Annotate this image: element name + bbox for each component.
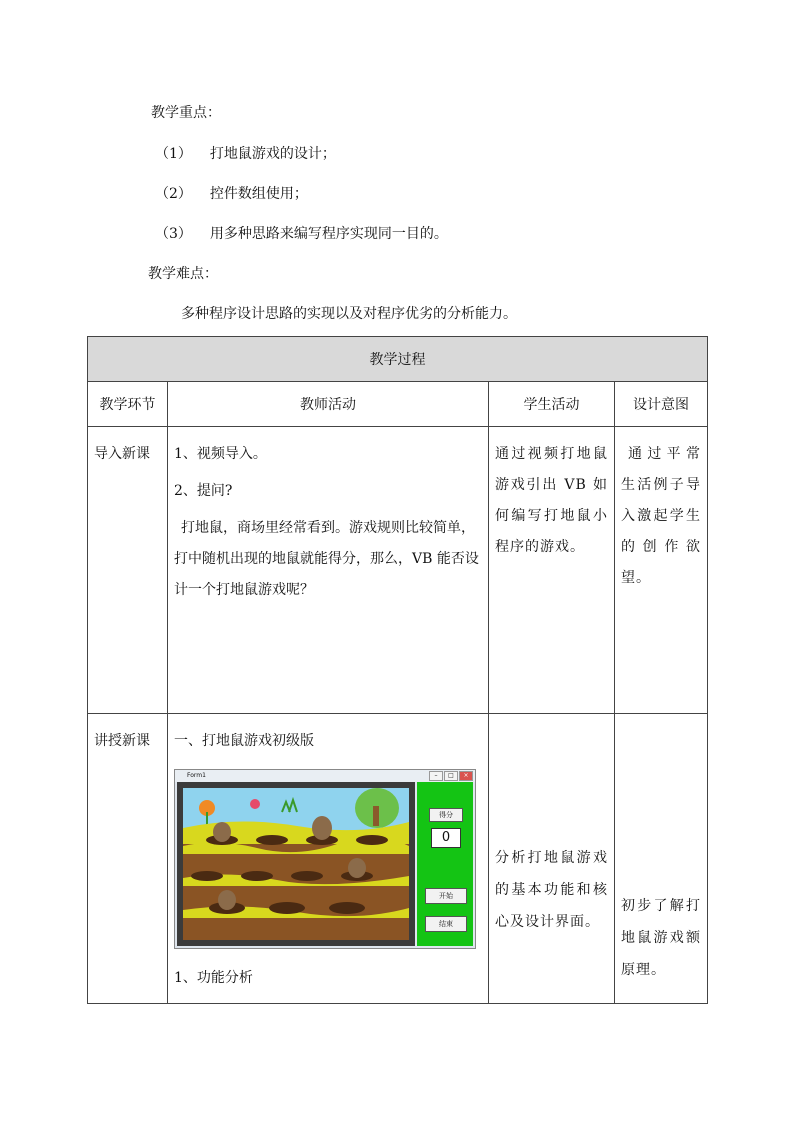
focus-item-3: （3） 用多种思路来编写程序实现同一目的。 xyxy=(155,226,448,242)
header-stage: 教学环节 xyxy=(88,382,168,427)
intent-cell: 初步了解打地鼠游戏额原理。 xyxy=(615,714,708,1004)
close-icon: × xyxy=(459,771,473,781)
focus-item-1: （1） 打地鼠游戏的设计； xyxy=(155,146,336,162)
control-panel xyxy=(417,782,473,946)
teacher-cell: 一、打地鼠游戏初级版 Form1 – □ × 得分 0 开始 结束 1、功能分析 xyxy=(168,714,489,1004)
focus-item-2: （2） 控件数组使用； xyxy=(155,186,308,202)
difficulty-text: 多种程序设计思路的实现以及对程序优劣的分析能力。 xyxy=(181,306,517,322)
stage-cell: 导入新课 xyxy=(88,427,168,714)
student-cell: 通过视频打地鼠游戏引出 VB 如何编写打地鼠小程序的游戏。 xyxy=(489,427,615,714)
focus-heading: 教学重点： xyxy=(151,105,221,121)
student-cell: 分析打地鼠游戏的基本功能和核心及设计界面。 xyxy=(489,714,615,1004)
start-button[interactable]: 开始 xyxy=(425,888,467,904)
game-scene xyxy=(177,782,415,946)
header-student: 学生活动 xyxy=(489,382,615,427)
score-label: 得分 xyxy=(429,808,463,822)
score-value: 0 xyxy=(431,828,461,848)
stage-cell: 讲授新课 xyxy=(88,714,168,1004)
difficulty-heading: 教学难点： xyxy=(148,266,218,282)
header-intent: 设计意图 xyxy=(615,382,708,427)
mole-field-illustration xyxy=(177,782,415,946)
game-screenshot xyxy=(174,769,476,949)
teacher-cell: 1、视频导入。 2、提问? 打地鼠，商场里经常看到。游戏规则比较简单，打中随机出现的地鼠就能得分，那么，VB 能否设计一个打地鼠游戏呢？ xyxy=(168,427,489,714)
minimize-icon: – xyxy=(429,771,443,781)
intent-cell: 通过平常生活例子导入激起学生的创作欲望。 xyxy=(615,427,708,714)
table-row xyxy=(88,714,708,1004)
table-row xyxy=(88,427,708,714)
end-button[interactable]: 结束 xyxy=(425,916,467,932)
header-teacher: 教师活动 xyxy=(168,382,489,427)
window-titlebar: Form1 – □ × xyxy=(175,770,475,782)
maximize-icon: □ xyxy=(444,771,458,781)
teaching-process-table xyxy=(87,336,708,1004)
table-title: 教学过程 xyxy=(88,337,708,382)
